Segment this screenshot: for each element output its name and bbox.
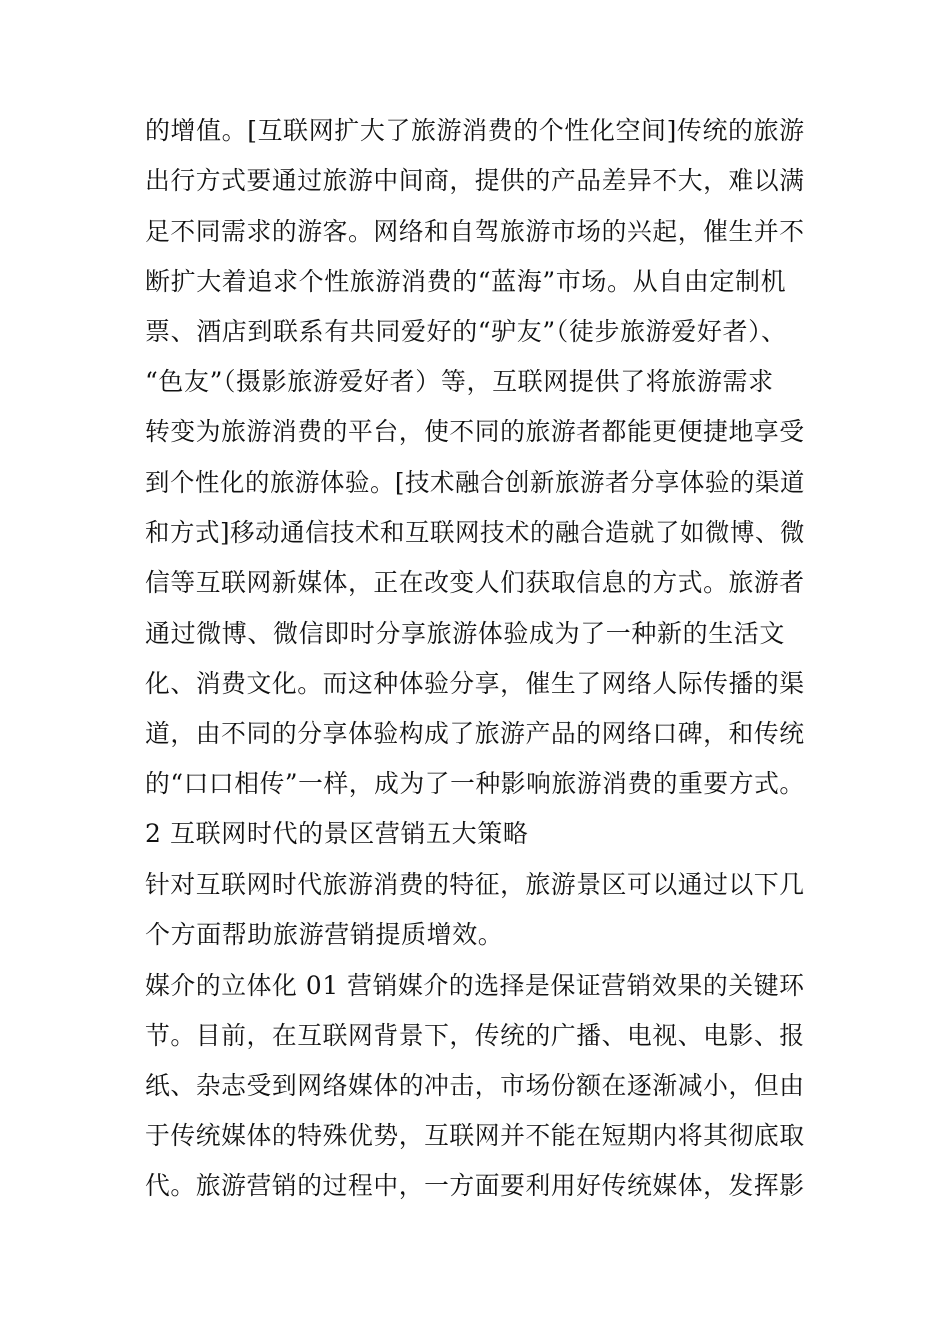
text-line-16: 针对互联网时代旅游消费的特征，旅游景区可以通过以下几	[145, 870, 805, 899]
text-line-18: 媒介的立体化 01 营销媒介的选择是保证营销效果的关键环	[145, 971, 805, 1000]
text-line-5: 票、酒店到联系有共同爱好的“驴友”（徒步旅游爱好者）、	[145, 317, 787, 346]
text-line-11: 通过微博、微信即时分享旅游体验成为了一种新的生活文	[145, 619, 786, 648]
text-line-6: “色友”（摄影旅游爱好者）等，互联网提供了将旅游需求	[145, 367, 774, 396]
text-line-9: 和方式]移动通信技术和互联网技术的融合造就了如微博、微	[145, 518, 805, 547]
section-heading: 2 互联网时代的景区营销五大策略	[145, 819, 529, 848]
text-line-13: 道，由不同的分享体验构成了旅游产品的网络口碑，和传统	[145, 719, 805, 748]
text-line-21: 于传统媒体的特殊优势，互联网并不能在短期内将其彻底取	[145, 1121, 805, 1150]
text-line-17: 个方面帮助旅游营销提质增效。	[145, 920, 504, 949]
text-line-4: 断扩大着追求个性旅游消费的“蓝海”市场。从自由定制机	[145, 267, 787, 296]
text-line-14: 的“口口相传”一样，成为了一种影响旅游消费的重要方式。	[145, 769, 805, 798]
text-line-19: 节。目前，在互联网背景下，传统的广播、电视、电影、报	[145, 1021, 805, 1050]
text-line-22: 代。旅游营销的过程中，一方面要利用好传统媒体，发挥影	[145, 1171, 805, 1200]
text-line-1: 的增值。[互联网扩大了旅游消费的个性化空间]传统的旅游	[145, 116, 805, 145]
text-line-8: 到个性化的旅游体验。[技术融合创新旅游者分享体验的渠道	[145, 468, 805, 497]
text-line-2: 出行方式要通过旅游中间商，提供的产品差异不大，难以满	[145, 166, 805, 195]
text-line-3: 足不同需求的游客。网络和自驾旅游市场的兴起，催生并不	[145, 217, 805, 246]
text-line-12: 化、消费文化。而这种体验分享，催生了网络人际传播的渠	[145, 669, 805, 698]
text-line-7: 转变为旅游消费的平台，使不同的旅游者都能更便捷地享受	[145, 417, 805, 446]
text-line-20: 纸、杂志受到网络媒体的冲击，市场份额在逐渐减小，但由	[145, 1071, 805, 1100]
text-line-10: 信等互联网新媒体，正在改变人们获取信息的方式。旅游者	[145, 568, 805, 597]
